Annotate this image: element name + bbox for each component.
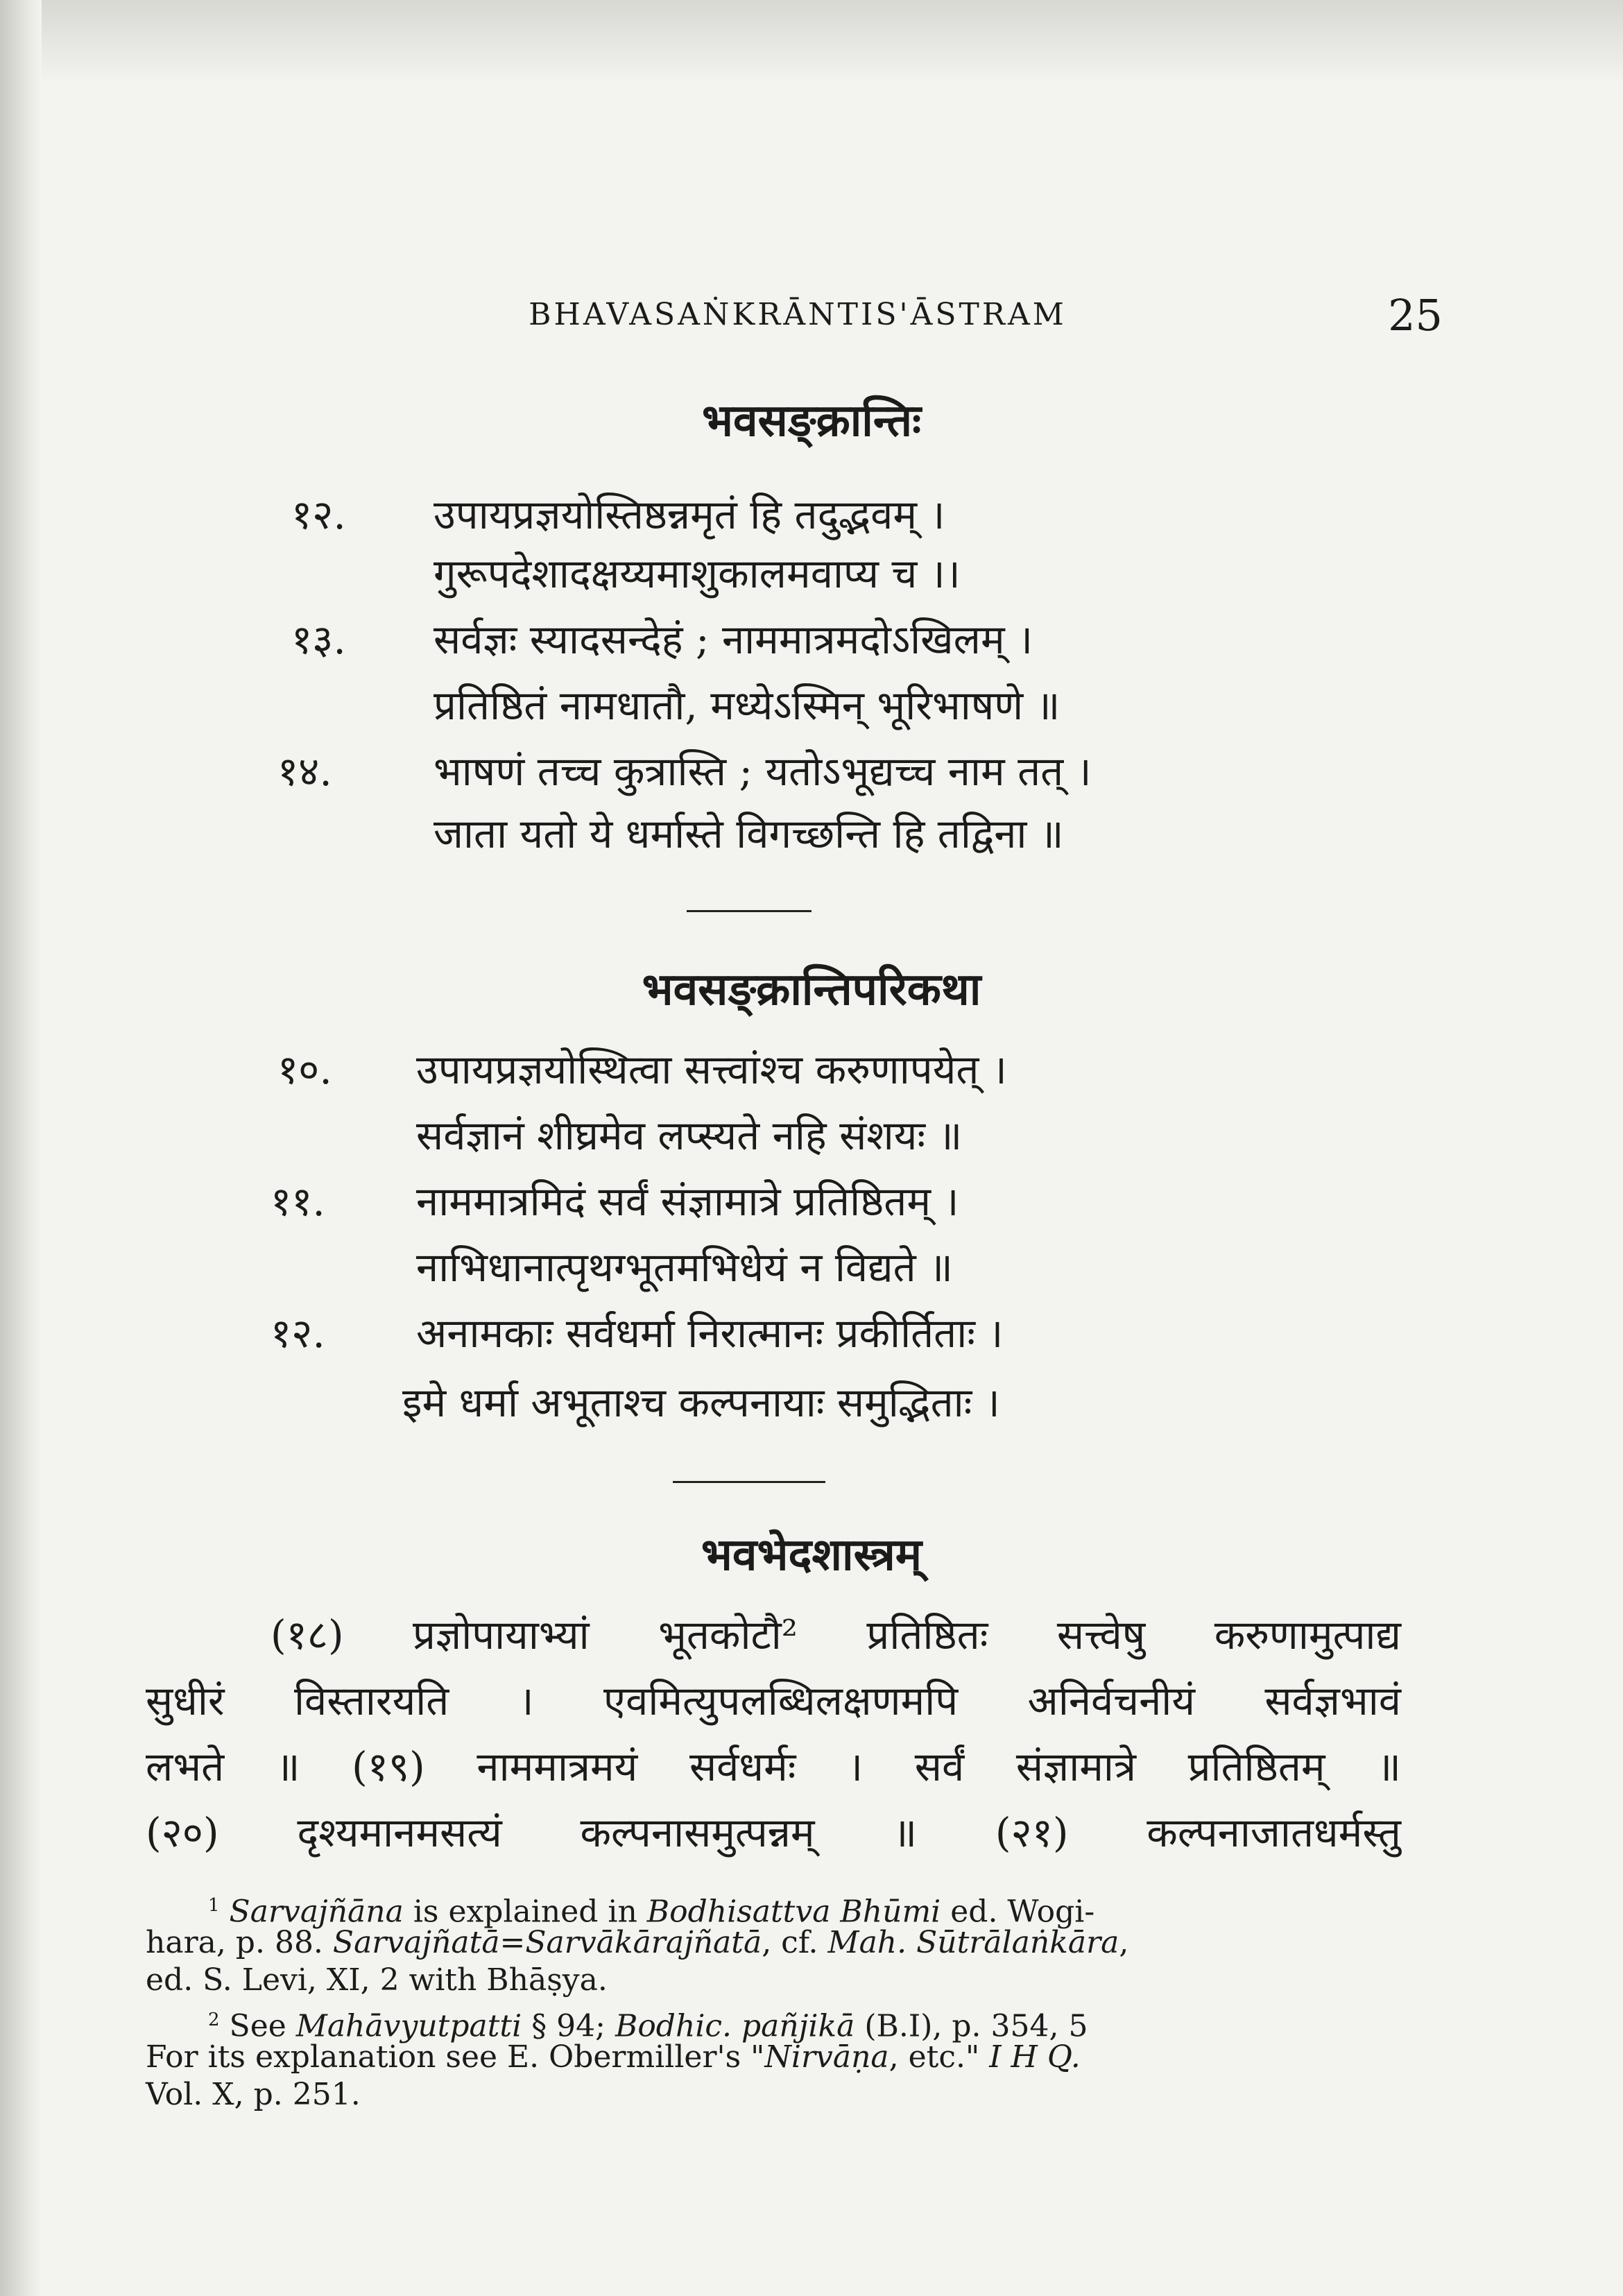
- prose-line: लभते ॥ (१९) नाममात्रमयं सर्वधर्मः । सर्वं संज्ञामात्रे प्रतिष्ठितम् ॥: [146, 1743, 1401, 1790]
- footnote-1-line-1: $^1$ Sarvajñāna is explained in Bodhisattva Bhūmi ed. Wogi-: [208, 1894, 1095, 1930]
- verse-line: इमे धर्मा अभूताश्च कल्पनायाः समुद्भिताः ।: [402, 1379, 1000, 1426]
- footnote-1-line-2: hara, p. 88. Sarvajñatā=Sarvākārajñatā, cf. Mah. Sūtrālaṅkāra,: [146, 1925, 1129, 1960]
- prose-line: (२०) दृश्यमानमसत्यं कल्पनासमुत्पन्नम् ॥ (२१) कल्पनाजातधर्मस्तु: [146, 1809, 1401, 1856]
- running-title: BHAVASAṄKRĀNTIS'ĀSTRAM: [529, 297, 1067, 332]
- verse-number: १३.: [291, 616, 346, 663]
- verse-line: उपायप्रज्ञयोस्थित्वा सत्त्वांश्च करुणापयेत् ।: [416, 1046, 1007, 1093]
- verse-line: नाममात्रमिदं सर्वं संज्ञामात्रे प्रतिष्ठितम् ।: [416, 1178, 959, 1225]
- section-title-bhavabheda: भवभेदशास्त्रम्: [701, 1529, 922, 1581]
- section-divider: [687, 910, 812, 912]
- verse-line: गुरूपदेशादक्षय्यमाशुकालमवाप्य च ।।: [433, 550, 961, 597]
- verse-line: अनामकाः सर्वधर्मा निरात्मानः प्रकीर्तिताः ।: [416, 1310, 1004, 1357]
- verse-line: प्रतिष्ठितं नामधातौ, मध्येऽस्मिन् भूरिभाषणे ॥: [433, 682, 1060, 729]
- page-number: 25: [1388, 290, 1443, 341]
- footnote-1-line-3: ed. S. Levi, XI, 2 with Bhāṣya.: [146, 1962, 608, 1998]
- verse-line: भाषणं तच्च कुत्रास्ति ; यतोऽभूद्यच्च नाम तत् ।: [433, 748, 1092, 795]
- section-title-bhavasankranti: भवसङ्क्रान्तिः: [701, 395, 922, 447]
- verse-line: नाभिधानात्पृथग्भूतमभिधेयं न विद्यते ॥: [416, 1244, 953, 1291]
- verse-number: १०.: [277, 1046, 332, 1093]
- verse-line: उपायप्रज्ञयोस्तिष्ठन्नमृतं हि तदुद्भवम् ।: [433, 491, 945, 538]
- prose-line: (१८) प्रज्ञोपायाभ्यां भूतकोटौ² प्रतिष्ठितः सत्त्वेषु करुणामुत्पाद्य: [270, 1611, 1401, 1659]
- verse-number: १२.: [270, 1310, 325, 1357]
- footnote-marker: 1: [208, 1895, 220, 1916]
- footnote-marker: 2: [208, 2010, 220, 2030]
- section-divider: [673, 1481, 825, 1483]
- verse-number: १२.: [291, 491, 346, 538]
- prose-line: सुधीरं विस्तारयति । एवमित्युपलब्धिलक्षणमपि अनिर्वचनीयं सर्वज्ञभावं: [146, 1677, 1401, 1724]
- verse-line: सर्वज्ञानं शीघ्रमेव लप्स्यते नहि संशयः ॥: [416, 1112, 963, 1159]
- footnote-2-line-1: $^2$ See Mahāvyutpatti § 94; Bodhic. pañjikā (B.I), p. 354, 5: [208, 2008, 1088, 2044]
- footnote-2-line-2: For its explanation see E. Obermiller's "Nirvāṇa, etc." I H Q.: [146, 2039, 1081, 2075]
- footnote-2-line-3: Vol. X, p. 251.: [146, 2077, 361, 2112]
- verse-line: जाता यतो ये धर्मास्ते विगच्छन्ति हि तद्विना ॥: [433, 810, 1064, 857]
- verse-number: ११.: [270, 1178, 325, 1225]
- verse-number: १४.: [277, 748, 332, 795]
- section-title-parikatha: भवसङ्क्रान्तिपरिकथा: [642, 963, 981, 1016]
- verse-line: सर्वज्ञः स्यादसन्देहं ; नाममात्रमदोऽखिलम् ।: [433, 616, 1033, 663]
